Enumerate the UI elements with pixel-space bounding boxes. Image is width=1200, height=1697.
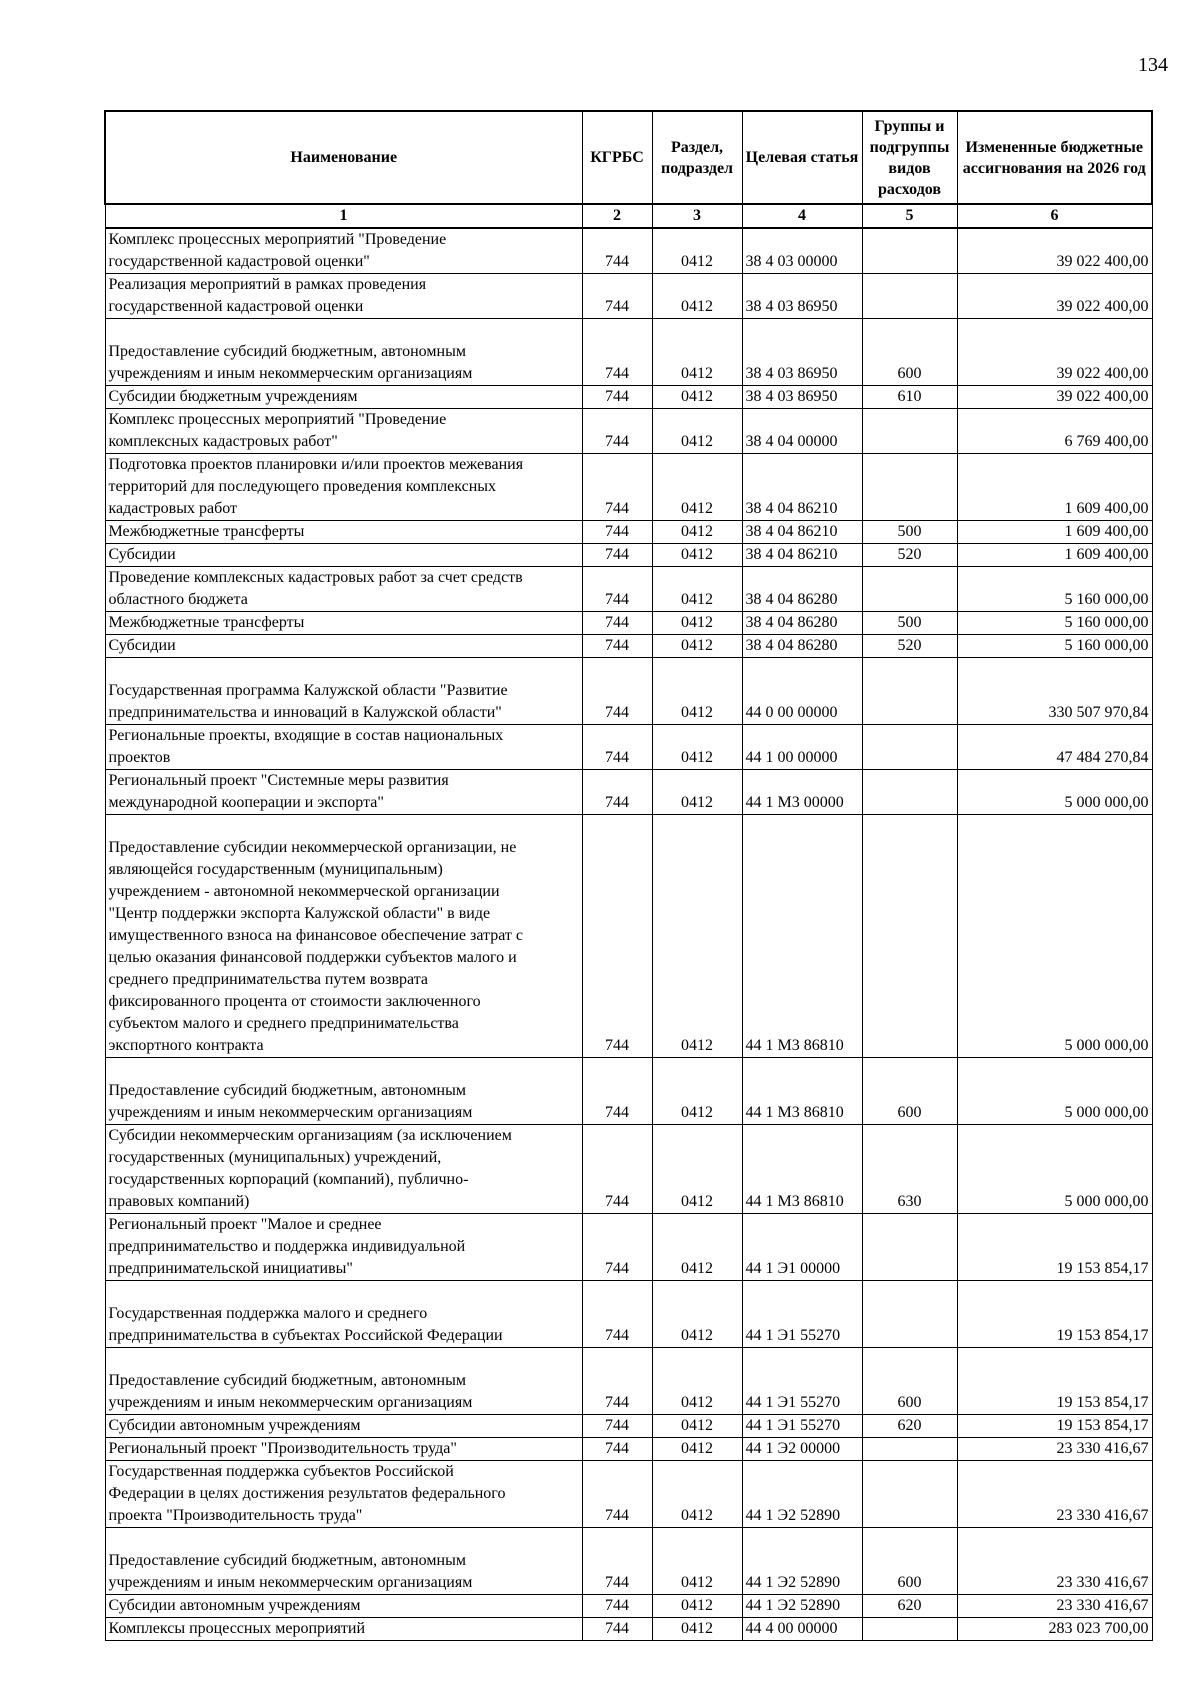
row-amount-cell: 330 507 970,84 xyxy=(957,658,1152,725)
row-name-cell: Государственная программа Калужской области "Развитие предпринимательства и инноваций в Калужской области" xyxy=(105,658,582,725)
table-row xyxy=(105,612,1152,635)
row-amount-cell: 5 160 000,00 xyxy=(957,635,1152,658)
table-row xyxy=(105,1214,1152,1281)
row-vr-cell: 630 xyxy=(862,1125,957,1214)
row-amount-cell: 1 609 400,00 xyxy=(957,521,1152,544)
row-section-cell: 0412 xyxy=(652,815,742,1058)
table-row xyxy=(105,1415,1152,1438)
row-target-cell: 44 1 Э2 00000 xyxy=(742,1438,862,1461)
row-name-cell: Субсидии автономным учреждениям xyxy=(105,1595,582,1618)
row-vr-cell: 620 xyxy=(862,1595,957,1618)
row-section-cell: 0412 xyxy=(652,567,742,612)
row-section-cell: 0412 xyxy=(652,386,742,409)
budget-table xyxy=(104,110,1153,1641)
row-amount-cell: 19 153 854,17 xyxy=(957,1281,1152,1348)
table-row xyxy=(105,454,1152,521)
header-kgrbs: КГРБС xyxy=(582,111,652,204)
row-name-cell: Региональный проект "Малое и среднее предпринимательство и поддержка индивидуальной предпринимательской инициативы" xyxy=(105,1214,582,1281)
row-kgrbs-cell: 744 xyxy=(582,409,652,454)
row-name-cell: Комплекс процессных мероприятий "Проведение государственной кадастровой оценки" xyxy=(105,228,582,274)
row-target-cell: 38 4 03 86950 xyxy=(742,274,862,319)
column-number-row xyxy=(105,204,1152,228)
row-name-cell: Субсидии бюджетным учреждениям xyxy=(105,386,582,409)
table-row xyxy=(105,409,1152,454)
row-amount-cell: 39 022 400,00 xyxy=(957,274,1152,319)
row-kgrbs-cell: 744 xyxy=(582,1618,652,1641)
table-row xyxy=(105,544,1152,567)
row-vr-cell: 620 xyxy=(862,1415,957,1438)
table-row xyxy=(105,770,1152,815)
row-section-cell: 0412 xyxy=(652,1214,742,1281)
table-row xyxy=(105,725,1152,770)
table-body xyxy=(105,228,1152,1641)
row-amount-cell: 5 000 000,00 xyxy=(957,1058,1152,1125)
row-target-cell: 44 1 Э2 52890 xyxy=(742,1461,862,1528)
row-target-cell: 44 1 Э1 55270 xyxy=(742,1415,862,1438)
row-target-cell: 38 4 04 00000 xyxy=(742,409,862,454)
table-row xyxy=(105,319,1152,386)
row-target-cell: 44 4 00 00000 xyxy=(742,1618,862,1641)
row-vr-cell xyxy=(862,1214,957,1281)
row-target-cell: 38 4 04 86280 xyxy=(742,567,862,612)
table-row xyxy=(105,1595,1152,1618)
row-target-cell: 38 4 04 86210 xyxy=(742,544,862,567)
row-vr-cell xyxy=(862,1618,957,1641)
row-section-cell: 0412 xyxy=(652,1461,742,1528)
row-amount-cell: 5 000 000,00 xyxy=(957,1125,1152,1214)
row-kgrbs-cell: 744 xyxy=(582,1528,652,1595)
row-amount-cell: 39 022 400,00 xyxy=(957,319,1152,386)
row-target-cell: 38 4 03 86950 xyxy=(742,319,862,386)
row-vr-cell xyxy=(862,1281,957,1348)
row-target-cell: 38 4 04 86210 xyxy=(742,454,862,521)
row-target-cell: 44 1 Э1 55270 xyxy=(742,1281,862,1348)
row-target-cell: 44 1 Э2 52890 xyxy=(742,1528,862,1595)
row-name-cell: Региональный проект "Производительность труда" xyxy=(105,1438,582,1461)
row-section-cell: 0412 xyxy=(652,725,742,770)
row-target-cell: 38 4 04 86210 xyxy=(742,521,862,544)
row-section-cell: 0412 xyxy=(652,319,742,386)
row-amount-cell: 283 023 700,00 xyxy=(957,1618,1152,1641)
row-amount-cell: 1 609 400,00 xyxy=(957,454,1152,521)
row-amount-cell: 39 022 400,00 xyxy=(957,228,1152,274)
header-row xyxy=(105,111,1152,204)
row-amount-cell: 5 000 000,00 xyxy=(957,815,1152,1058)
page-number: 134 xyxy=(1138,54,1168,76)
row-name-cell: Предоставление субсидии некоммерческой организации, не являющейся государственным (муниципальным) учреждением - автономной некоммерческой организации "Центр поддержки экспорта Калужской области" в виде имущественного взноса на финансовое обеспечение затрат с целью оказания финансовой поддержки субъектов малого и среднего предпринимательства путем возврата фиксированного процента от стоимости заключенного субъектом малого и среднего предпринимательства экспортного контракта xyxy=(105,815,582,1058)
row-vr-cell xyxy=(862,567,957,612)
table-row xyxy=(105,815,1152,1058)
header-section: Раздел, подраздел xyxy=(652,111,742,204)
row-amount-cell: 1 609 400,00 xyxy=(957,544,1152,567)
row-target-cell: 38 4 03 00000 xyxy=(742,228,862,274)
row-kgrbs-cell: 744 xyxy=(582,725,652,770)
column-number: 2 xyxy=(582,204,652,228)
table-row xyxy=(105,1461,1152,1528)
row-target-cell: 44 1 М3 86810 xyxy=(742,815,862,1058)
row-name-cell: Комплекс процессных мероприятий "Проведение комплексных кадастровых работ" xyxy=(105,409,582,454)
table-row xyxy=(105,1438,1152,1461)
row-section-cell: 0412 xyxy=(652,274,742,319)
column-number: 1 xyxy=(105,204,582,228)
header-name: Наименование xyxy=(105,111,582,204)
row-vr-cell: 520 xyxy=(862,544,957,567)
header-groups: Группы и подгруппы видов расходов xyxy=(862,111,957,204)
row-amount-cell: 23 330 416,67 xyxy=(957,1461,1152,1528)
row-kgrbs-cell: 744 xyxy=(582,454,652,521)
row-vr-cell xyxy=(862,409,957,454)
row-kgrbs-cell: 744 xyxy=(582,1058,652,1125)
row-amount-cell: 6 769 400,00 xyxy=(957,409,1152,454)
row-target-cell: 38 4 03 86950 xyxy=(742,386,862,409)
row-section-cell: 0412 xyxy=(652,1348,742,1415)
row-kgrbs-cell: 744 xyxy=(582,1125,652,1214)
row-kgrbs-cell: 744 xyxy=(582,228,652,274)
row-section-cell: 0412 xyxy=(652,1125,742,1214)
row-kgrbs-cell: 744 xyxy=(582,567,652,612)
row-name-cell: Субсидии некоммерческим организациям (за исключением государственных (муниципальных) учреждений, государственных корпораций (компаний), публично- правовых компаний) xyxy=(105,1125,582,1214)
row-vr-cell: 600 xyxy=(862,1058,957,1125)
row-section-cell: 0412 xyxy=(652,454,742,521)
row-kgrbs-cell: 744 xyxy=(582,1438,652,1461)
row-target-cell: 44 1 М3 00000 xyxy=(742,770,862,815)
row-vr-cell xyxy=(862,228,957,274)
row-target-cell: 38 4 04 86280 xyxy=(742,612,862,635)
table-row xyxy=(105,567,1152,612)
row-vr-cell: 600 xyxy=(862,319,957,386)
row-kgrbs-cell: 744 xyxy=(582,612,652,635)
row-kgrbs-cell: 744 xyxy=(582,274,652,319)
header-target: Целевая статья xyxy=(742,111,862,204)
row-vr-cell xyxy=(862,658,957,725)
row-target-cell: 44 1 М3 86810 xyxy=(742,1125,862,1214)
table-row xyxy=(105,1125,1152,1214)
row-name-cell: Предоставление субсидий бюджетным, автономным учреждениям и иным некоммерческим организациям xyxy=(105,1528,582,1595)
row-section-cell: 0412 xyxy=(652,1618,742,1641)
row-amount-cell: 5 160 000,00 xyxy=(957,612,1152,635)
row-amount-cell: 23 330 416,67 xyxy=(957,1438,1152,1461)
row-section-cell: 0412 xyxy=(652,1281,742,1348)
row-name-cell: Региональный проект "Системные меры развития международной кооперации и экспорта" xyxy=(105,770,582,815)
row-section-cell: 0412 xyxy=(652,658,742,725)
row-name-cell: Государственная поддержка субъектов Российской Федерации в целях достижения результатов федерального проекта "Производительность труда" xyxy=(105,1461,582,1528)
table-row xyxy=(105,1058,1152,1125)
row-kgrbs-cell: 744 xyxy=(582,1281,652,1348)
row-vr-cell: 600 xyxy=(862,1528,957,1595)
column-number: 4 xyxy=(742,204,862,228)
row-amount-cell: 23 330 416,67 xyxy=(957,1595,1152,1618)
row-name-cell: Предоставление субсидий бюджетным, автономным учреждениям и иным некоммерческим организациям xyxy=(105,1348,582,1415)
row-amount-cell: 19 153 854,17 xyxy=(957,1214,1152,1281)
row-section-cell: 0412 xyxy=(652,770,742,815)
table-row xyxy=(105,635,1152,658)
row-section-cell: 0412 xyxy=(652,544,742,567)
row-name-cell: Межбюджетные трансферты xyxy=(105,521,582,544)
row-target-cell: 44 1 Э1 00000 xyxy=(742,1214,862,1281)
table-row xyxy=(105,521,1152,544)
row-target-cell: 44 1 М3 86810 xyxy=(742,1058,862,1125)
table-row xyxy=(105,1348,1152,1415)
row-name-cell: Межбюджетные трансферты xyxy=(105,612,582,635)
row-vr-cell xyxy=(862,725,957,770)
row-amount-cell: 5 000 000,00 xyxy=(957,770,1152,815)
row-kgrbs-cell: 744 xyxy=(582,319,652,386)
row-section-cell: 0412 xyxy=(652,612,742,635)
row-kgrbs-cell: 744 xyxy=(582,635,652,658)
row-name-cell: Комплексы процессных мероприятий xyxy=(105,1618,582,1641)
row-section-cell: 0412 xyxy=(652,1595,742,1618)
row-vr-cell: 500 xyxy=(862,612,957,635)
row-kgrbs-cell: 744 xyxy=(582,815,652,1058)
row-kgrbs-cell: 744 xyxy=(582,386,652,409)
row-target-cell: 44 1 00 00000 xyxy=(742,725,862,770)
row-vr-cell: 500 xyxy=(862,521,957,544)
table-row xyxy=(105,1281,1152,1348)
row-name-cell: Субсидии xyxy=(105,544,582,567)
row-target-cell: 44 1 Э1 55270 xyxy=(742,1348,862,1415)
column-number: 6 xyxy=(957,204,1152,228)
row-section-cell: 0412 xyxy=(652,1528,742,1595)
table-row xyxy=(105,1618,1152,1641)
row-kgrbs-cell: 744 xyxy=(582,1595,652,1618)
row-section-cell: 0412 xyxy=(652,521,742,544)
row-name-cell: Государственная поддержка малого и среднего предпринимательства в субъектах Российской Федерации xyxy=(105,1281,582,1348)
row-kgrbs-cell: 744 xyxy=(582,544,652,567)
row-name-cell: Региональные проекты, входящие в состав национальных проектов xyxy=(105,725,582,770)
row-section-cell: 0412 xyxy=(652,635,742,658)
row-section-cell: 0412 xyxy=(652,1415,742,1438)
row-section-cell: 0412 xyxy=(652,1438,742,1461)
row-name-cell: Проведение комплексных кадастровых работ за счет средств областного бюджета xyxy=(105,567,582,612)
row-vr-cell xyxy=(862,274,957,319)
row-section-cell: 0412 xyxy=(652,409,742,454)
row-vr-cell xyxy=(862,1438,957,1461)
row-name-cell: Предоставление субсидий бюджетным, автономным учреждениям и иным некоммерческим организациям xyxy=(105,1058,582,1125)
row-amount-cell: 19 153 854,17 xyxy=(957,1348,1152,1415)
row-name-cell: Подготовка проектов планировки и/или проектов межевания территорий для последующего проведения комплексных кадастровых работ xyxy=(105,454,582,521)
row-vr-cell: 600 xyxy=(862,1348,957,1415)
row-vr-cell: 610 xyxy=(862,386,957,409)
row-amount-cell: 19 153 854,17 xyxy=(957,1415,1152,1438)
row-name-cell: Субсидии автономным учреждениям xyxy=(105,1415,582,1438)
row-section-cell: 0412 xyxy=(652,228,742,274)
table-row xyxy=(105,658,1152,725)
table-row xyxy=(105,228,1152,274)
row-vr-cell xyxy=(862,770,957,815)
row-target-cell: 44 1 Э2 52890 xyxy=(742,1595,862,1618)
row-kgrbs-cell: 744 xyxy=(582,521,652,544)
row-amount-cell: 23 330 416,67 xyxy=(957,1528,1152,1595)
row-kgrbs-cell: 744 xyxy=(582,1415,652,1438)
column-number: 5 xyxy=(862,204,957,228)
row-vr-cell xyxy=(862,454,957,521)
table-row xyxy=(105,1528,1152,1595)
row-vr-cell: 520 xyxy=(862,635,957,658)
header-amount: Измененные бюджетные ассигнования на 2026 год xyxy=(957,111,1152,204)
row-target-cell: 38 4 04 86280 xyxy=(742,635,862,658)
column-number: 3 xyxy=(652,204,742,228)
row-target-cell: 44 0 00 00000 xyxy=(742,658,862,725)
row-vr-cell xyxy=(862,1461,957,1528)
row-vr-cell xyxy=(862,815,957,1058)
row-kgrbs-cell: 744 xyxy=(582,1461,652,1528)
row-section-cell: 0412 xyxy=(652,1058,742,1125)
row-amount-cell: 39 022 400,00 xyxy=(957,386,1152,409)
row-name-cell: Предоставление субсидий бюджетным, автономным учреждениям и иным некоммерческим организациям xyxy=(105,319,582,386)
row-kgrbs-cell: 744 xyxy=(582,770,652,815)
row-kgrbs-cell: 744 xyxy=(582,1348,652,1415)
row-amount-cell: 47 484 270,84 xyxy=(957,725,1152,770)
row-kgrbs-cell: 744 xyxy=(582,1214,652,1281)
table-row xyxy=(105,386,1152,409)
table-row xyxy=(105,274,1152,319)
row-name-cell: Реализация мероприятий в рамках проведения государственной кадастровой оценки xyxy=(105,274,582,319)
row-amount-cell: 5 160 000,00 xyxy=(957,567,1152,612)
row-kgrbs-cell: 744 xyxy=(582,658,652,725)
row-name-cell: Субсидии xyxy=(105,635,582,658)
